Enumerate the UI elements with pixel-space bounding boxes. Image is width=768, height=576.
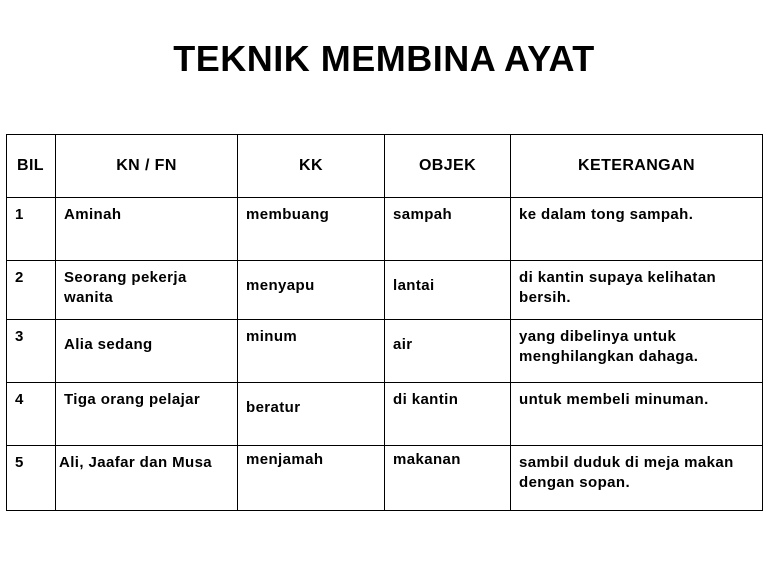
cell-kn-fn: Aminah: [64, 206, 122, 223]
cell-keterangan: di kantin supaya kelihatan bersih.: [519, 269, 717, 306]
cell-objek: lantai: [393, 277, 435, 294]
cell-bil: 2: [15, 269, 24, 286]
cell-kn-fn: Tiga orang pelajar: [64, 391, 201, 408]
cell-kn-fn: Seorang pekerja wanita: [64, 269, 187, 306]
header-row: [7, 135, 763, 198]
header-bil: BIL: [7, 135, 56, 198]
cell-kn-fn: Ali, Jaafar dan Musa: [59, 454, 213, 471]
page-title: TEKNIK MEMBINA AYAT: [173, 38, 595, 79]
cell-objek: makanan: [393, 451, 461, 468]
table-row: [7, 446, 763, 511]
header-keterangan: KETERANGAN: [511, 135, 763, 198]
cell-bil: 3: [15, 328, 24, 345]
cell-keterangan: untuk membeli minuman.: [519, 391, 709, 408]
cell-bil: 4: [15, 391, 24, 408]
cell-objek: di kantin: [393, 391, 459, 408]
cell-keterangan: yang dibelinya untuk menghilangkan dahaga.: [519, 328, 699, 365]
cell-bil: 5: [15, 454, 24, 471]
cell-keterangan: sambil duduk di meja makan dengan sopan.: [519, 454, 734, 491]
cell-kk: menjamah: [246, 451, 324, 468]
cell-bil: 1: [15, 206, 24, 223]
table-row: [7, 198, 763, 261]
cell-objek: air: [393, 336, 413, 353]
header-kn-fn: KN / FN: [56, 135, 238, 198]
header-kk: KK: [238, 135, 385, 198]
cell-kk: membuang: [246, 206, 330, 223]
table-row: [7, 261, 763, 320]
cell-kk: minum: [246, 328, 298, 345]
cell-kk: beratur: [246, 399, 301, 416]
cell-kn-fn: Alia sedang: [64, 336, 153, 353]
cell-keterangan: ke dalam tong sampah.: [519, 206, 694, 223]
cell-kk: menyapu: [246, 277, 315, 294]
header-objek: OBJEK: [385, 135, 511, 198]
cell-objek: sampah: [393, 206, 453, 223]
sentence-table: [6, 134, 763, 511]
table-row: [7, 320, 763, 383]
table-row: [7, 383, 763, 446]
